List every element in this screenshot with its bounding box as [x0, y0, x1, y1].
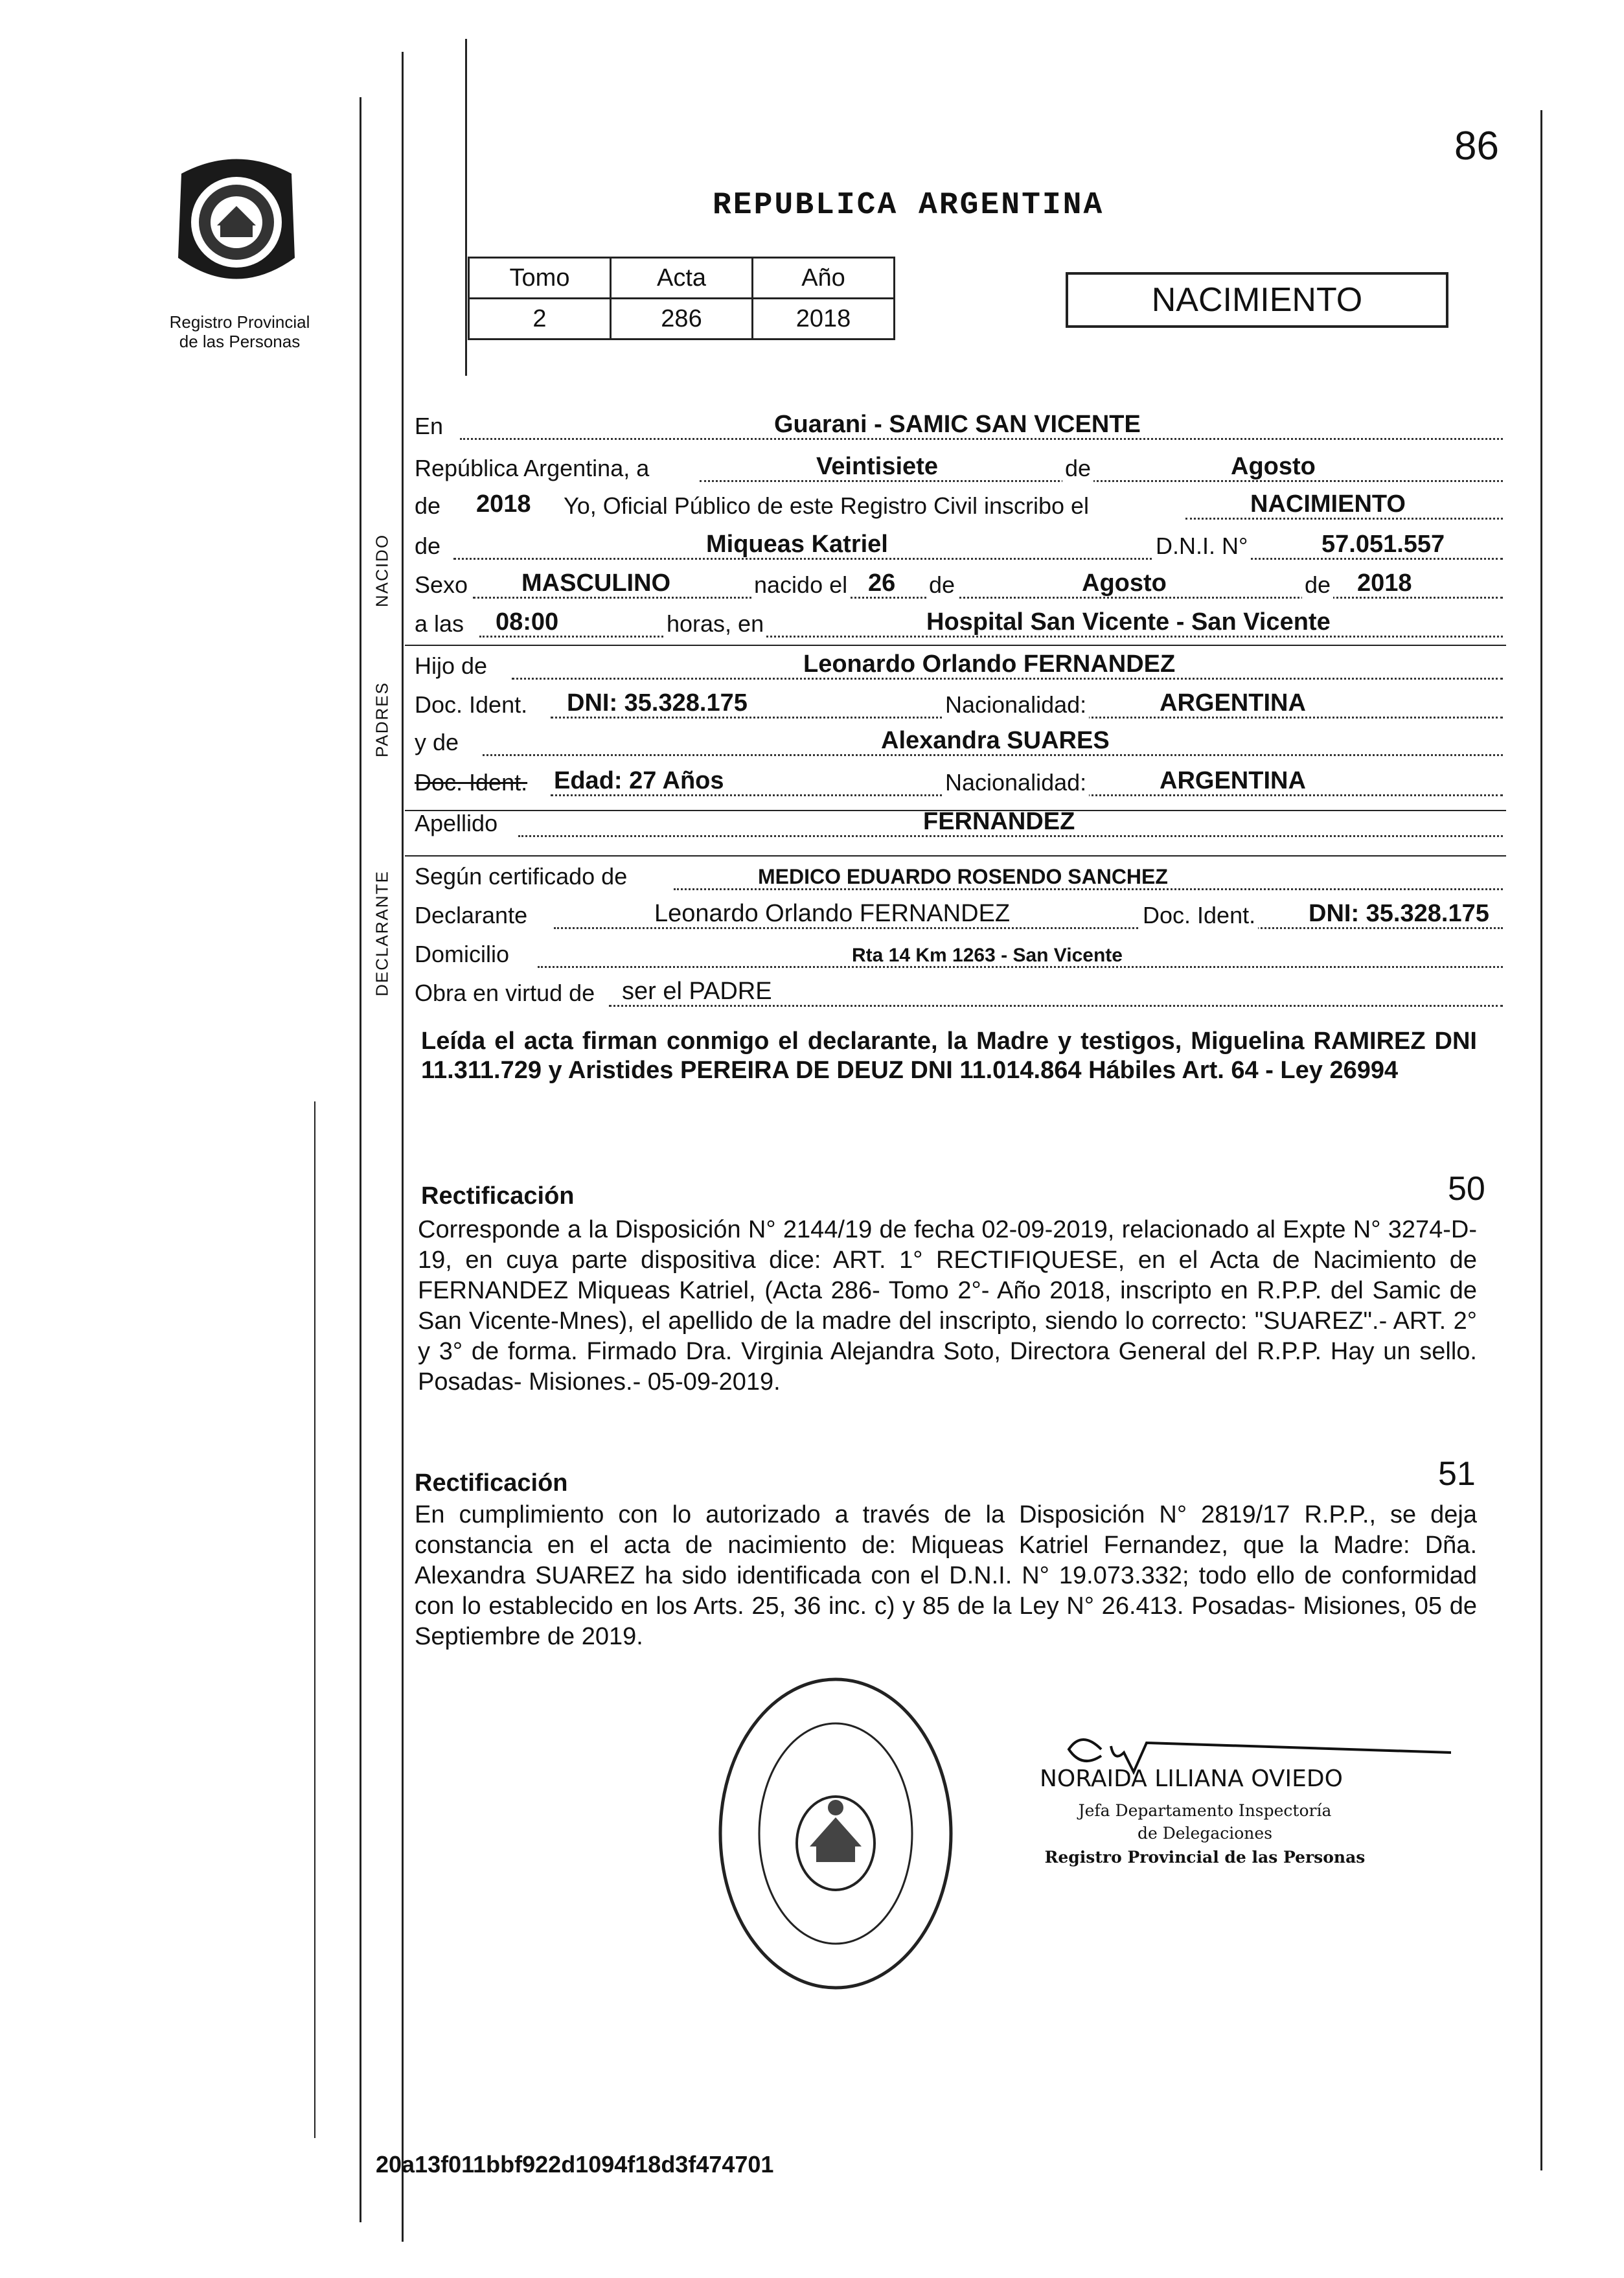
- form-line-apellido: [415, 802, 1503, 841]
- label-nacionalidad-mother: Nacionalidad:: [943, 769, 1089, 796]
- label-de-name: de: [415, 533, 441, 559]
- signature-name: NORAIDA LILIANA OVIEDO: [1040, 1766, 1343, 1792]
- label-doc-mother: Doc. Ident.: [415, 769, 528, 796]
- margin-line-inner: [402, 52, 404, 2242]
- provincial-emblem-icon: [162, 148, 311, 297]
- value-apellido: FERNANDEZ: [923, 808, 1075, 835]
- signature-title-3: Registro Provincial de las Personas: [1044, 1848, 1366, 1867]
- form-line-republica: [415, 447, 1503, 486]
- record-table-value: 286: [611, 299, 753, 339]
- record-table: [468, 257, 895, 340]
- label-apellido: Apellido: [415, 810, 498, 836]
- record-table-header: Acta: [611, 258, 753, 299]
- value-obra: ser el PADRE: [622, 978, 772, 1005]
- page-title: REPUBLICA ARGENTINA: [713, 188, 1104, 223]
- page-number: 86: [1454, 124, 1499, 168]
- value-birth-place: Hospital San Vicente - San Vicente: [926, 608, 1331, 636]
- value-sexo: MASCULINO: [521, 570, 671, 597]
- label-hijo: Hijo de: [415, 652, 488, 679]
- label-de: de: [1062, 455, 1093, 482]
- form-line-segun: [415, 855, 1503, 894]
- value-father-name: Leonardo Orlando FERNANDEZ: [803, 650, 1176, 678]
- value-birth-day: 26: [868, 570, 896, 597]
- rectification-50-text: Corresponde a la Disposición N° 2144/19 de fecha 02-09-2019, relacionado al Expte N° 3274-D-19, en cuya parte dispositiva dice: ART. 1° RECTIFIQUESE, en el Acta de Nacimiento de FERNANDEZ Miqueas Katriel, (Acta 286- Tomo 2°- Año 2018, inscripto en R.P.P. del Samic de San Vicente-Mnes), el apellido de la madre del inscripto, siendo lo correcto: "SUAREZ".- ART. 2° y 3° de forma. Firmado Dra. Virginia Alejandra Soto, Directora General del R.P.P. Hay un sello. Posadas- Misiones.- 05-09-2019.: [418, 1216, 1477, 1396]
- value-declarante: Leonardo Orlando FERNANDEZ: [654, 900, 1011, 927]
- label-republica: República Argentina, a: [415, 455, 650, 481]
- value-child-dni: 57.051.557: [1321, 531, 1445, 558]
- margin-line-left: [360, 97, 361, 2222]
- form-line-yde: [415, 721, 1503, 760]
- label-en: En: [415, 413, 444, 439]
- value-inscribo: NACIMIENTO: [1250, 490, 1406, 518]
- margin-line-mid: [465, 39, 467, 376]
- rectification-51-number: 51: [1438, 1455, 1476, 1493]
- form-line-en: [415, 405, 1503, 444]
- form-line-hora: [415, 603, 1503, 641]
- label-horas: horas, en: [664, 610, 766, 638]
- label-alas: a las: [415, 610, 464, 637]
- label-dni: D.N.I. N°: [1153, 533, 1250, 560]
- label-segun: Según certificado de: [415, 863, 628, 890]
- label-yo-text: Yo, Oficial Público de este Registro Civil inscribo el: [564, 492, 1090, 519]
- value-month: Agosto: [1231, 453, 1316, 480]
- value-birth-year: 2018: [1357, 570, 1412, 597]
- rectification-50-number: 50: [1448, 1170, 1485, 1208]
- label-domicilio: Domicilio: [415, 941, 510, 967]
- official-seal-icon: [713, 1672, 959, 1996]
- label-nacionalidad: Nacionalidad:: [943, 691, 1089, 719]
- form-line-year: [415, 485, 1503, 523]
- record-table-value: 2: [469, 299, 611, 339]
- document-hash: 20a13f011bbf922d1094f18d3f474701: [376, 2151, 774, 2178]
- label-de-year: de: [415, 492, 441, 519]
- value-segun: MEDICO EDUARDO ROSENDO SANCHEZ: [758, 865, 1168, 888]
- registry-label: [155, 312, 324, 351]
- margin-line-right: [1540, 110, 1542, 2170]
- value-en: Guarani - SAMIC SAN VICENTE: [774, 411, 1141, 438]
- rectification-50-title: Rectificación: [421, 1182, 575, 1210]
- form-line-name: [415, 525, 1503, 564]
- value-declarante-dni: DNI: 35.328.175: [1309, 900, 1489, 927]
- registry-label-line2: de las Personas: [179, 332, 301, 351]
- form-line-mother-doc: [415, 761, 1503, 800]
- value-birth-time: 08:00: [496, 608, 559, 636]
- side-label-declarante: DECLARANTE: [372, 870, 392, 996]
- form-line-hijo: [415, 645, 1503, 684]
- value-mother-name: Alexandra SUARES: [881, 727, 1110, 754]
- record-table-header: Año: [753, 258, 895, 299]
- value-child-name: Miqueas Katriel: [706, 531, 888, 558]
- form-line-obra: [415, 972, 1503, 1011]
- closing-text: Leída el acta firman conmigo el declarante, la Madre y testigos, Miguelina RAMIREZ DNI 11.311.729 y Aristides PEREIRA DE DEUZ DNI 11.014.864 Hábiles Art. 64 - Ley 26994: [421, 1028, 1477, 1084]
- form-line-declarante: [415, 894, 1503, 933]
- value-day-words: Veintisiete: [816, 453, 938, 480]
- margin-line-left-lower: [314, 1101, 315, 2138]
- value-domicilio: Rta 14 Km 1263 - San Vicente: [852, 945, 1123, 966]
- record-table-value: 2018: [753, 299, 895, 339]
- signature-title-2: de Delegaciones: [1137, 1824, 1273, 1843]
- record-table-value-row: [469, 299, 895, 339]
- record-table-header-row: [469, 258, 895, 299]
- record-type-box: NACIMIENTO: [1066, 272, 1448, 328]
- signature-title-1: Jefa Departamento Inspectoría: [1078, 1801, 1332, 1820]
- registry-label-line1: Registro Provincial: [169, 312, 310, 332]
- label-doc: Doc. Ident.: [415, 691, 528, 718]
- value-father-nat: ARGENTINA: [1160, 689, 1306, 717]
- form-line-father-doc: [415, 684, 1503, 722]
- side-label-padres: PADRES: [372, 682, 392, 757]
- label-nacido: nacido el: [751, 571, 850, 599]
- form-line-sexo: [415, 564, 1503, 603]
- value-mother-nat: ARGENTINA: [1160, 767, 1306, 794]
- label-de-birth: de: [926, 571, 957, 599]
- label-declarante: Declarante: [415, 902, 528, 928]
- record-table-header: Tomo: [469, 258, 611, 299]
- value-mother-doc: Edad: 27 Años: [554, 767, 724, 794]
- side-label-nacido: NACIDO: [372, 533, 392, 608]
- form-line-domicilio: [415, 933, 1503, 972]
- label-yde: y de: [415, 729, 459, 755]
- label-de-birth-year: de: [1302, 571, 1333, 599]
- label-doc-declarante: Doc. Ident.: [1140, 902, 1258, 929]
- label-obra: Obra en virtud de: [415, 980, 595, 1006]
- rectification-51-text: En cumplimiento con lo autorizado a través de la Disposición N° 2819/17 R.P.P., se deja constancia en el acta de nacimiento de: Miqueas Katriel Fernandez, que la Madre: Dña. Alexandra SUAREZ ha sido identificada con el D.N.I. N° 19.073.332; todo ello de conformidad con lo establecido en los Arts. 25, 36 inc. c) y 85 de la Ley N° 26.413. Posadas- Misiones, 05 de Septiembre de 2019.: [415, 1501, 1477, 1650]
- value-birth-month: Agosto: [1082, 570, 1167, 597]
- rectification-51-title: Rectificación: [415, 1469, 568, 1497]
- label-sexo: Sexo: [415, 571, 468, 598]
- value-year: 2018: [476, 490, 531, 518]
- value-father-doc: DNI: 35.328.175: [567, 689, 748, 717]
